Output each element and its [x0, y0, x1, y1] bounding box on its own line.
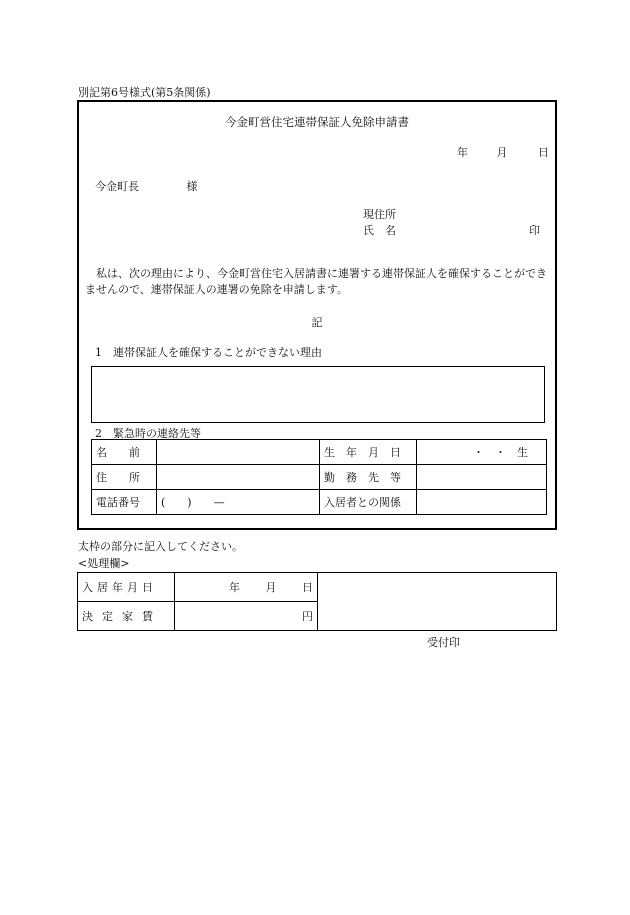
move-in-date-format — [179, 579, 313, 595]
contact-address-field[interactable] — [157, 465, 320, 490]
table-row — [92, 490, 547, 515]
receipt-seal-label: 受付印 — [427, 636, 460, 649]
form-number-caption: 別記第6号様式(第5条関係) — [78, 86, 211, 99]
contact-address-label: 住 所 — [92, 465, 157, 490]
birthdate-format: ・ ・ 生 — [473, 446, 528, 459]
move-in-date-label — [78, 573, 175, 602]
rent-label — [78, 602, 175, 631]
emergency-contact-table — [91, 439, 547, 515]
emergency-contact-heading: 2 緊急時の連絡先等 — [95, 427, 201, 440]
contact-phone-field[interactable] — [157, 490, 320, 515]
table-row — [92, 440, 547, 465]
applicant-address-label: 現住所 — [363, 208, 396, 221]
move-in-day: 日 — [302, 581, 313, 594]
move-in-date-field[interactable] — [175, 573, 318, 602]
move-in-year: 年 — [229, 581, 240, 594]
ki-heading: 記 — [311, 316, 323, 329]
table-row — [78, 573, 557, 602]
processing-section-title: <処理欄> — [78, 557, 130, 570]
move-in-month: 月 — [265, 581, 277, 594]
contact-name-label: 名 前 — [92, 440, 157, 465]
contact-phone-label: 電話番号 — [92, 490, 157, 515]
rent-field[interactable] — [175, 602, 318, 631]
contact-birthdate-label: 生 年 月 日 — [320, 440, 417, 465]
contact-relation-label: 入居者との関係 — [320, 490, 417, 515]
instruction-note: 太枠の部分に記入してください。 — [78, 540, 243, 553]
rent-unit: 円 — [302, 610, 313, 623]
contact-relation-field[interactable] — [417, 490, 547, 515]
applicant-seal-mark: 印 — [529, 224, 540, 237]
processing-table — [77, 572, 557, 631]
rent-label-text: 決定家賃 — [82, 610, 162, 623]
reason-input-box[interactable] — [91, 366, 545, 423]
date-month: 月 — [496, 146, 508, 159]
addressee — [95, 178, 198, 194]
application-date — [457, 144, 549, 160]
receipt-stamp-area[interactable] — [318, 573, 557, 631]
application-form-frame — [77, 100, 557, 530]
reason-item-heading: 1 連帯保証人を確保することができない理由 — [95, 346, 322, 359]
contact-birthdate-field[interactable] — [417, 440, 547, 465]
contact-workplace-field[interactable] — [417, 465, 547, 490]
phone-format: ( ) — — [161, 496, 225, 509]
date-day: 日 — [538, 146, 549, 159]
move-in-date-label-text: 入居年月日 — [82, 581, 157, 594]
date-year: 年 — [457, 146, 468, 159]
contact-name-field[interactable] — [157, 440, 320, 465]
contact-workplace-label: 勤 務 先 等 — [320, 465, 417, 490]
form-title: 今金町営住宅連帯保証人免除申請書 — [225, 115, 409, 129]
addressee-name: 今金町長 — [95, 180, 139, 193]
application-statement: 私は、次の理由により、今金町営住宅入居請書に連署する連帯保証人を確保することができませんので、連帯保証人の連署の免除を申請します。 — [85, 267, 547, 296]
applicant-name-label: 氏 名 — [363, 224, 396, 237]
addressee-honorific: 様 — [186, 180, 198, 193]
table-row — [92, 465, 547, 490]
